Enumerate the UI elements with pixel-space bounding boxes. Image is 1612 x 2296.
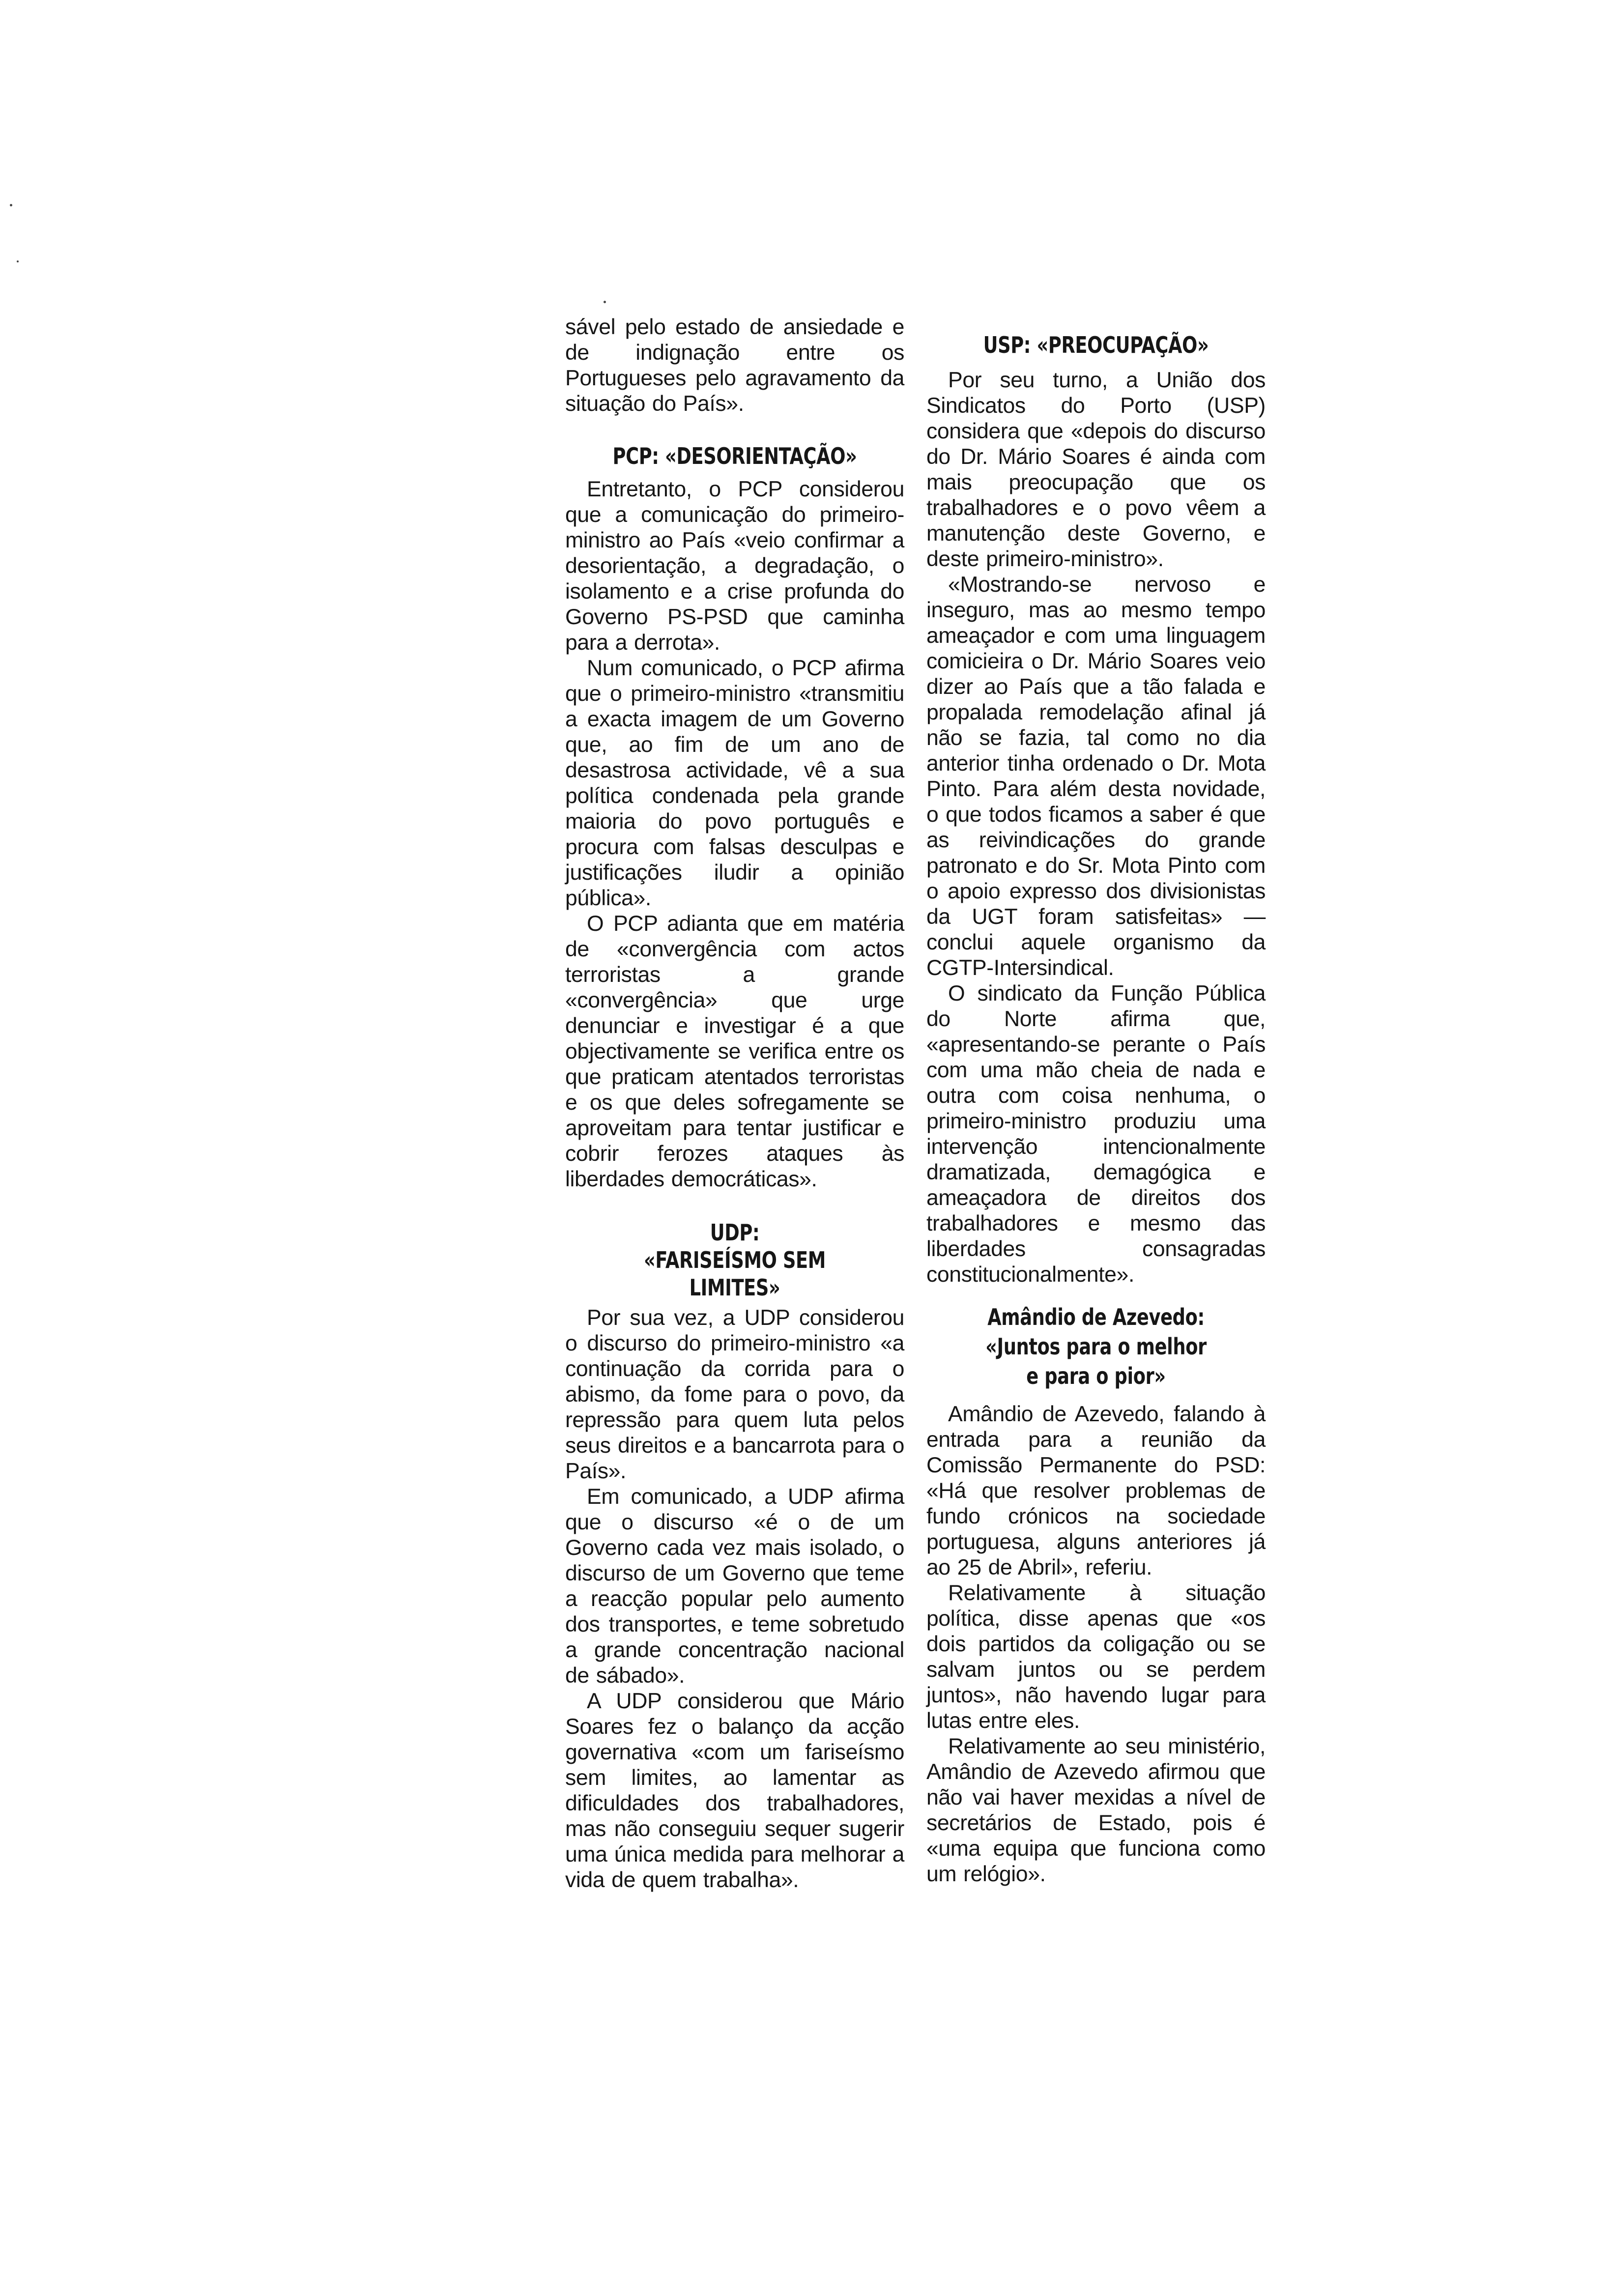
- scan-speck: [604, 301, 606, 303]
- article-paragraph: Relativamente à situação política, disse apenas que «os dois partidos da coligação ou se salvam juntos ou se perdem juntos», não havendo lugar para lutas entre eles.: [926, 1581, 1266, 1733]
- scan-speck: [10, 204, 12, 206]
- udp-heading-line: UDP:: [710, 1219, 760, 1246]
- article-paragraph: Por seu turno, a União dos Sindicatos do Porto (USP) considera que «depois do discurso do Dr. Mário Soares é ainda com mais preocupação que os trabalhadores e o povo vêem a manutenção deste Governo, e deste primeiro-ministro».: [926, 368, 1266, 571]
- article-paragraph: Relativamente ao seu ministério, Amândio de Azevedo afirmou que não vai haver mexidas a nível de secretários de Estado, pois é «uma equipa que funciona como um relógio».: [926, 1734, 1266, 1886]
- scan-speck: [17, 260, 19, 262]
- udp-heading: [599, 1219, 870, 1301]
- amandio-heading-line: Amândio de Azevedo:: [987, 1304, 1205, 1330]
- amandio-heading-line: «Juntos para o melhor: [985, 1333, 1207, 1360]
- amandio-heading: [960, 1302, 1232, 1391]
- article-paragraph: sável pelo estado de ansiedade e de indignação entre os Portugueses pelo agravamento da situação do País».: [565, 315, 904, 416]
- article-paragraph: A UDP considerou que Mário Soares fez o balanço da acção governativa «com um fariseísmo sem limites, ao lamentar as dificuldades dos trabalhadores, mas não conseguiu sequer sugerir uma única medida para melhorar a vida de quem trabalha».: [565, 1689, 904, 1892]
- article-paragraph: «Mostrando-se nervoso e inseguro, mas ao mesmo tempo ameaçador e com uma linguagem comicieira o Dr. Mário Soares veio dizer ao País que a tão falada e propalada remodelação afinal já não se fazia, tal como no dia anterior tinha ordenado o Dr. Mota Pinto. Para além desta novidade, o que todos ficamos a saber é que as reivindicações do grande patronato e do Sr. Mota Pinto com o apoio expresso dos divisionistas da UGT foram satisfeitas» — conclui aquele organismo da CGTP-Intersindical.: [926, 573, 1266, 980]
- article-paragraph: Num comunicado, o PCP afirma que o primeiro-ministro «transmitiu a exacta imagem de um Governo que, ao fim de um ano de desastrosa actividade, vê a sua política condenada pela grande maioria do povo português e procura com falsas desculpas e justificações iludir a opinião pública».: [565, 656, 904, 910]
- article-paragraph: O sindicato da Função Pública do Norte afirma que, «apresentando-se perante o País com uma mão cheia de nada e outra com coisa nenhuma, o primeiro-ministro produziu uma intervenção intencionalmente dramatizada, demagógica e ameaçadora de direitos dos trabalhadores e mesmo das liberdades consagradas constitucionalmente».: [926, 981, 1266, 1287]
- udp-heading-line: «FARISEÍSMO SEM LIMITES»: [643, 1247, 826, 1301]
- article-paragraph: Em comunicado, a UDP afirma que o discurso «é o de um Governo cada vez mais isolado, o discurso de um Governo que teme a reacção popular pelo aumento dos transportes, e teme sobretudo a grande concentração nacional de sábado».: [565, 1485, 904, 1688]
- left-column: [565, 315, 904, 1893]
- article-paragraph: Entretanto, o PCP considerou que a comunicação do primeiro-ministro ao País «veio confirmar a desorientação, a degradação, o isolamento e a crise profunda do Governo PS-PSD que caminha para a derrota».: [565, 477, 904, 655]
- right-column: [926, 315, 1266, 1887]
- article-paragraph: O PCP adianta que em matéria de «convergência com actos terroristas a grande «convergência» que urge denunciar e investigar é a que objectivamente se verifica entre os que praticam atentados terroristas e os que deles sofregamente se aproveitam para tentar justificar e cobrir ferozes ataques às liberdades democráticas».: [565, 912, 904, 1191]
- article-paragraph: Amândio de Azevedo, falando à entrada para a reunião da Comissão Permanente do PSD: «Há que resolver problemas de fundo crónicos na sociedade portuguesa, alguns anteriores já ao 25 de Abril», referiu.: [926, 1402, 1266, 1579]
- amandio-heading-line: e para o pior»: [1026, 1363, 1166, 1389]
- pcp-heading: PCP: «DESORIENTAÇÃO»: [612, 443, 857, 469]
- usp-heading: USP: «PREOCUPAÇÃO»: [983, 332, 1209, 358]
- article-paragraph: Por sua vez, a UDP considerou o discurso do primeiro-ministro «a continuação da corrida para o abismo, da fome para o povo, da repressão para quem luta pelos seus direitos e a bancarrota para o País».: [565, 1306, 904, 1483]
